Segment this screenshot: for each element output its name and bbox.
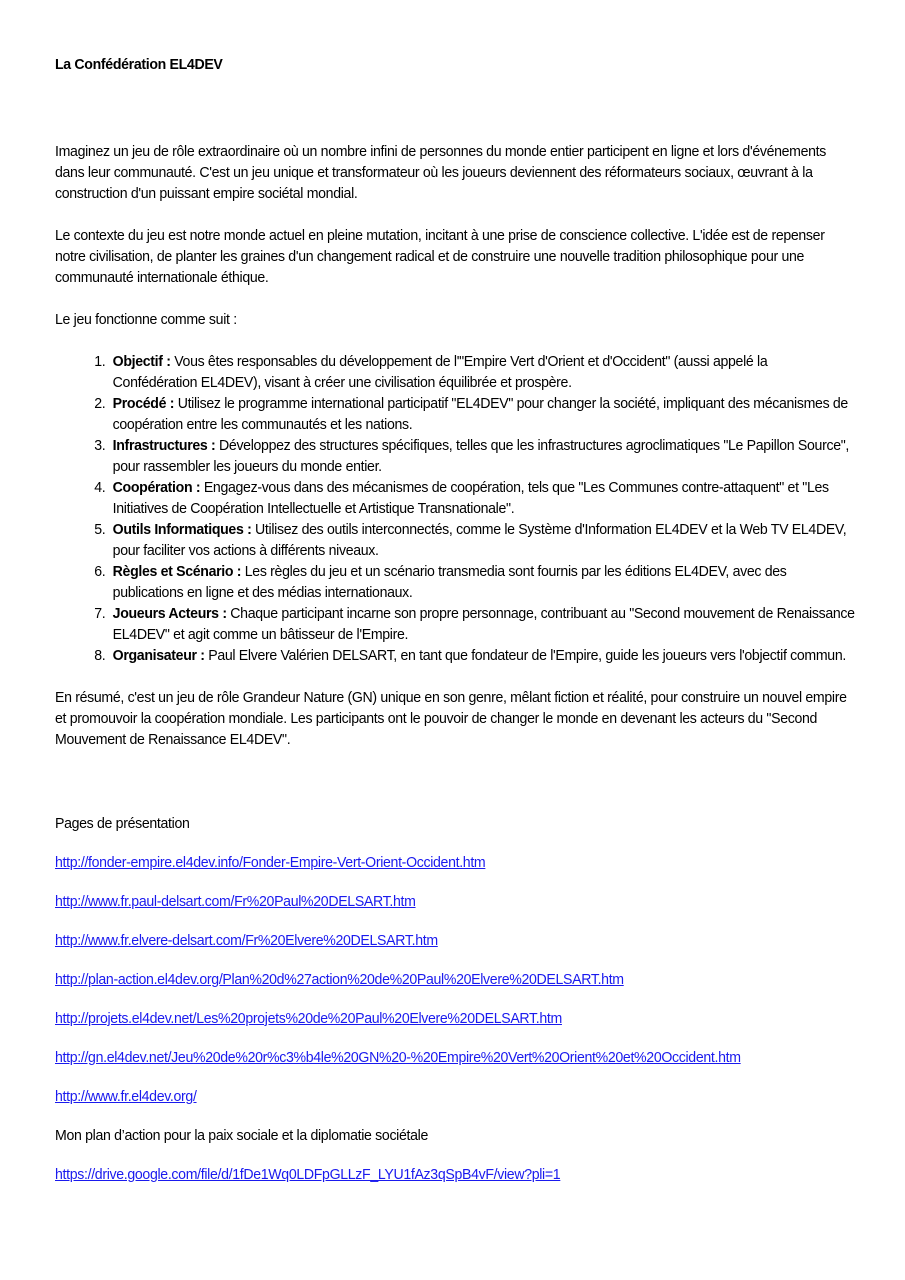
list-item <box>109 561 855 603</box>
rule-text: Développez des structures spécifiques, telles que les infrastructures agroclimatiques "Le Papillon Source", pour rassembler les joueurs du monde entier. <box>112 437 850 475</box>
rule-label: Procédé : <box>112 395 175 412</box>
rule-label: Organisateur : <box>112 647 205 664</box>
rule-text: Les règles du jeu et un scénario transmedia sont fournis par les éditions EL4DEV, avec des publications en ligne et des médias internationaux. <box>112 563 787 601</box>
how-it-works-paragraph: Le jeu fonctionne comme suit : <box>55 311 237 328</box>
intro-paragraph: Imaginez un jeu de rôle extraordinaire où un nombre infini de personnes du monde entier participent en ligne et lors d'événements dans leur communauté. C'est un jeu unique et transformateur où les joueurs deviennent des réformateurs sociaux, œuvrant à la construction d'un puissant empire sociétal mondial. <box>55 143 827 202</box>
rule-label: Joueurs Acteurs : <box>112 605 227 622</box>
rule-label: Objectif : <box>112 353 171 370</box>
rule-text: Vous êtes responsables du développement de l'"Empire Vert d'Orient et d'Occident" (aussi appelé la Confédération EL4DEV), visant à créer une civilisation équilibrée et prospère. <box>112 353 768 391</box>
list-item <box>109 603 855 645</box>
rule-label: Infrastructures : <box>112 437 216 454</box>
link-elvere-delsart[interactable]: http://www.fr.elvere-delsart.com/Fr%20Elvere%20DELSART.htm <box>55 932 438 949</box>
link-paul-delsart[interactable]: http://www.fr.paul-delsart.com/Fr%20Paul%20DELSART.htm <box>55 893 416 910</box>
document-page <box>55 54 855 1185</box>
document-title: La Confédération EL4DEV <box>55 56 223 73</box>
link-projets[interactable]: http://projets.el4dev.net/Les%20projets%20de%20Paul%20Elvere%20DELSART.htm <box>55 1010 562 1027</box>
context-paragraph: Le contexte du jeu est notre monde actuel en pleine mutation, incitant à une prise de conscience collective. L'idée est de repenser notre civilisation, de planter les graines d'un changement radical et de construire une nouvelle tradition philosophique pour une communauté internationale éthique. <box>55 227 825 286</box>
plan-title: Mon plan d’action pour la paix sociale et la diplomatie sociétale <box>55 1127 428 1144</box>
presentation-title: Pages de présentation <box>55 815 190 832</box>
rules-list <box>55 351 855 666</box>
rule-label: Règles et Scénario : <box>112 563 242 580</box>
link-el4dev-org[interactable]: http://www.fr.el4dev.org/ <box>55 1088 197 1105</box>
list-item <box>109 351 855 393</box>
rule-label: Outils Informatiques : <box>112 521 252 538</box>
list-item <box>109 477 855 519</box>
summary-paragraph: En résumé, c'est un jeu de rôle Grandeur Nature (GN) unique en son genre, mêlant fiction et réalité, pour construire un nouvel empire et promouvoir la coopération mondiale. Les participants ont le pouvoir de changer le monde en devenant les acteurs du "Second Mouvement de Renaissance EL4DEV". <box>55 689 847 748</box>
link-gn[interactable]: http://gn.el4dev.net/Jeu%20de%20r%c3%b4le%20GN%20-%20Empire%20Vert%20Orient%20et%20Occident.htm <box>55 1049 741 1066</box>
rule-text: Utilisez des outils interconnectés, comme le Système d'Information EL4DEV et la Web TV EL4DEV, pour faciliter vos actions à différents niveaux. <box>112 521 847 559</box>
rule-text: Engagez-vous dans des mécanismes de coopération, tels que "Les Communes contre-attaquent" et "Les Initiatives de Coopération Intellectuelle et Artistique Transnationale". <box>112 479 829 517</box>
link-plan-action[interactable]: http://plan-action.el4dev.org/Plan%20d%27action%20de%20Paul%20Elvere%20DELSART.htm <box>55 971 624 988</box>
rule-text: Chaque participant incarne son propre personnage, contribuant au "Second mouvement de Renaissance EL4DEV" et agit comme un bâtisseur de l'Empire. <box>112 605 855 643</box>
rule-label: Coopération : <box>112 479 201 496</box>
link-google-drive[interactable]: https://drive.google.com/file/d/1fDe1Wq0LDFpGLLzF_LYU1fAz3qSpB4vF/view?pli=1 <box>55 1166 561 1183</box>
list-item <box>109 435 855 477</box>
list-item <box>109 645 855 666</box>
rule-text: Paul Elvere Valérien DELSART, en tant que fondateur de l'Empire, guide les joueurs vers l'objectif commun. <box>204 647 846 664</box>
rule-text: Utilisez le programme international participatif "EL4DEV" pour changer la société, impliquant des mécanismes de coopération entre les communautés et les nations. <box>112 395 848 433</box>
list-item <box>109 519 855 561</box>
list-item <box>109 393 855 435</box>
link-fonder-empire[interactable]: http://fonder-empire.el4dev.info/Fonder-Empire-Vert-Orient-Occident.htm <box>55 854 486 871</box>
